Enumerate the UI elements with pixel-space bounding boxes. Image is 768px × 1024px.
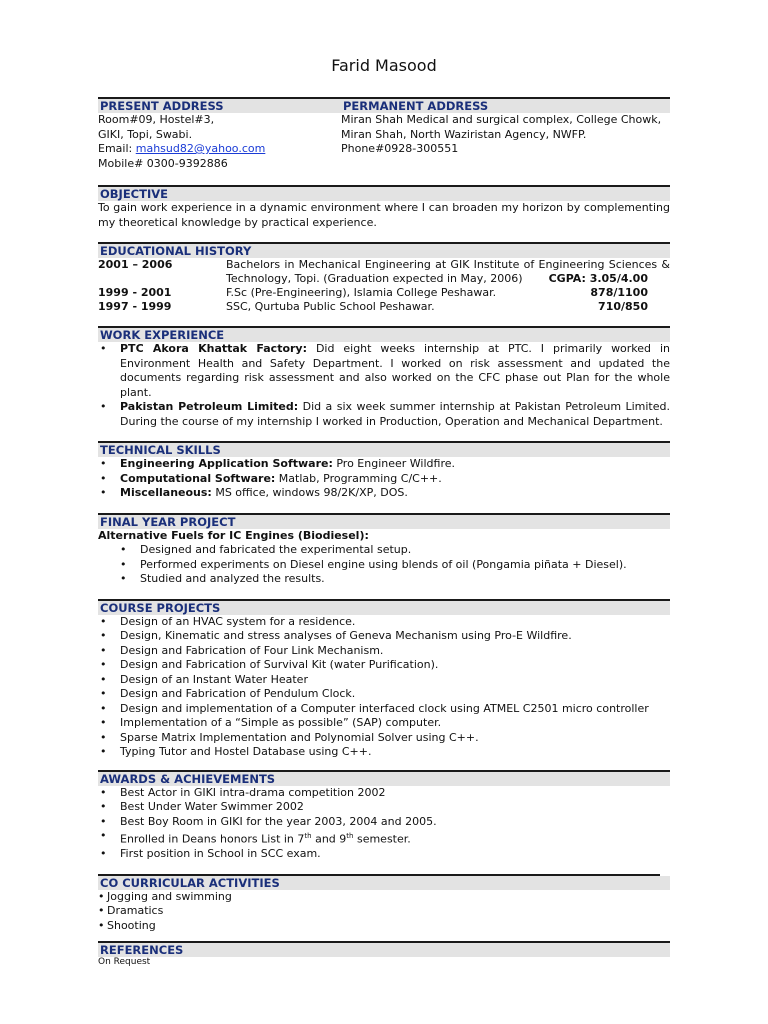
education-row	[98, 286, 670, 300]
deans-sup: th	[346, 832, 354, 840]
phone-number: Phone#0928-300551	[341, 142, 459, 155]
permanent-address	[341, 113, 670, 171]
list-item: • Design and Fabrication of Four Link Mechanism.	[98, 644, 670, 659]
work-title: PTC Akora Khattak Factory:	[120, 342, 308, 355]
education-section	[98, 242, 670, 314]
references-text: On Request	[98, 957, 151, 968]
list-item: • Design of an Instant Water Heater	[98, 673, 670, 688]
work-text: Did eight weeks internship at PTC. I primarily worked in Environment Health and Safety Department. I worked on risk assessment and updated the documents regarding risk assessment and also worked on the CFC phase out Plan for the whole plant.	[120, 342, 670, 399]
courses-header: COURSE PROJECTS	[98, 599, 670, 615]
address-headers	[98, 97, 670, 113]
skills-list	[98, 457, 670, 501]
permanent-address-header: PERMANENT ADDRESS	[341, 97, 670, 113]
permanent-address-line: Miran Shah, North Waziristan Agency, NWFP.	[341, 127, 587, 141]
education-year: 2001 – 2006	[98, 258, 173, 271]
awards-header: AWARDS & ACHIEVEMENTS	[98, 770, 670, 786]
list-item: • Design, Kinematic and stress analyses of Geneva Mechanism using Pro-E Wildfire.	[98, 629, 670, 644]
list-item: • Best Under Water Swimmer 2002	[98, 800, 670, 815]
list-item: • First position in School in SCC exam.	[98, 847, 670, 862]
objective-header: OBJECTIVE	[98, 185, 670, 201]
fyp-list	[98, 543, 670, 587]
list-item: • Best Boy Room in GIKI for the year 2003, 2004 and 2005.	[98, 815, 670, 830]
skill-text: MS office, windows 98/2K/XP, DOS.	[211, 486, 408, 499]
skill-text: Matlab, Programming C/C++.	[275, 471, 442, 485]
work-header: WORK EXPERIENCE	[98, 326, 670, 342]
objective-section	[98, 185, 670, 230]
skills-header: TECHNICAL SKILLS	[98, 441, 670, 457]
skill-title: Miscellaneous:	[120, 486, 212, 499]
list-item: • Shooting	[98, 919, 670, 934]
courses-section	[98, 599, 670, 760]
cocurricular-header: CO CURRICULAR ACTIVITIES	[98, 876, 670, 890]
list-item	[98, 472, 670, 487]
list-item	[98, 400, 670, 429]
fyp-title: Alternative Fuels for IC Engines (Biodiesel):	[98, 528, 369, 542]
objective-text: To gain work experience in a dynamic environment where I can broaden my horizon by complementing my theoretical knowledge by practical experience.	[98, 201, 670, 229]
list-item: • Typing Tutor and Hostel Database using C++.	[98, 745, 670, 760]
deans-pre: Enrolled in Deans honors List in 7	[120, 832, 305, 846]
education-desc: F.Sc (Pre-Engineering), Islamia College Peshawar.	[226, 286, 497, 299]
skill-text: Pro Engineer Wildfire.	[332, 457, 455, 470]
list-item: • Design and Fabrication of Survival Kit (water Purification).	[98, 658, 670, 673]
education-year: 1999 - 2001	[98, 286, 172, 299]
education-score: 710/850	[598, 300, 648, 313]
list-item: • Sparse Matrix Implementation and Polynomial Solver using C++.	[98, 731, 670, 746]
deans-mid: and 9	[311, 832, 347, 846]
courses-list	[98, 615, 670, 760]
email-link[interactable]: mahsud82@yahoo.com	[135, 142, 266, 155]
list-item: • Design and Fabrication of Pendulum Clock.	[98, 687, 670, 702]
present-address-line: GIKI, Topi, Swabi.	[98, 127, 193, 141]
cocurricular-section	[98, 874, 670, 934]
awards-section	[98, 770, 670, 862]
education-year: 1997 - 1999	[98, 300, 172, 313]
education-row	[98, 300, 670, 314]
present-address	[98, 113, 341, 171]
list-item: • Jogging and swimming	[98, 890, 670, 905]
permanent-address-line: Miran Shah Medical and surgical complex, College Chowk,	[341, 113, 662, 126]
list-item	[98, 829, 670, 847]
work-text: Did a six week summer internship at Pakistan Petroleum Limited. During the course of my internship I worked in Production, Operation and Mechanical Department.	[120, 400, 670, 428]
list-item	[98, 457, 670, 472]
fyp-header: FINAL YEAR PROJECT	[98, 513, 670, 529]
email-label: Email:	[98, 142, 136, 155]
list-item	[98, 342, 670, 400]
deans-post: semester.	[353, 832, 411, 846]
awards-list	[98, 786, 670, 862]
resume-page	[98, 56, 670, 975]
references-section	[98, 941, 670, 967]
cocurricular-list	[98, 890, 670, 934]
candidate-name: Farid Masood	[331, 56, 437, 75]
work-title: Pakistan Petroleum Limited:	[120, 400, 299, 413]
education-score: CGPA: 3.05/4.00	[548, 272, 648, 285]
work-list	[98, 342, 670, 429]
present-address-header: PRESENT ADDRESS	[98, 97, 341, 113]
education-desc: SSC, Qurtuba Public School Peshawar.	[226, 300, 435, 313]
deans-sup: th	[304, 832, 312, 840]
skills-section	[98, 441, 670, 501]
skill-title: Engineering Application Software:	[120, 457, 333, 470]
list-item: • Designed and fabricated the experimental setup.	[98, 543, 670, 558]
list-item: • Performed experiments on Diesel engine using blends of oil (Pongamia piñata + Diesel).	[98, 558, 670, 573]
list-item: • Design of an HVAC system for a residence.	[98, 615, 670, 630]
present-address-line: Room#09, Hostel#3,	[98, 113, 215, 126]
references-header: REFERENCES	[98, 941, 670, 957]
education-header: EDUCATIONAL HISTORY	[98, 242, 670, 258]
list-item: • Implementation of a “Simple as possible” (SAP) computer.	[98, 716, 670, 731]
fyp-section	[98, 513, 670, 587]
list-item	[98, 486, 670, 501]
skill-title: Computational Software:	[120, 471, 276, 485]
list-item: • Dramatics	[98, 904, 670, 919]
work-section	[98, 326, 670, 429]
list-item: • Design and implementation of a Computer interfaced clock using ATMEL C2501 micro controller	[98, 702, 670, 717]
email-line	[98, 142, 341, 157]
list-item: • Best Actor in GIKI intra-drama competition 2002	[98, 786, 670, 801]
address-section	[98, 97, 670, 171]
mobile-number: Mobile# 0300-9392886	[98, 156, 228, 170]
list-item: • Studied and analyzed the results.	[98, 572, 670, 587]
education-score: 878/1100	[590, 286, 648, 299]
education-desc-text: Bachelors in Mechanical Engineering at GIK Institute of Engineering Sciences & Technology, Topi. (Graduation expected in May, 2006)	[226, 258, 670, 285]
